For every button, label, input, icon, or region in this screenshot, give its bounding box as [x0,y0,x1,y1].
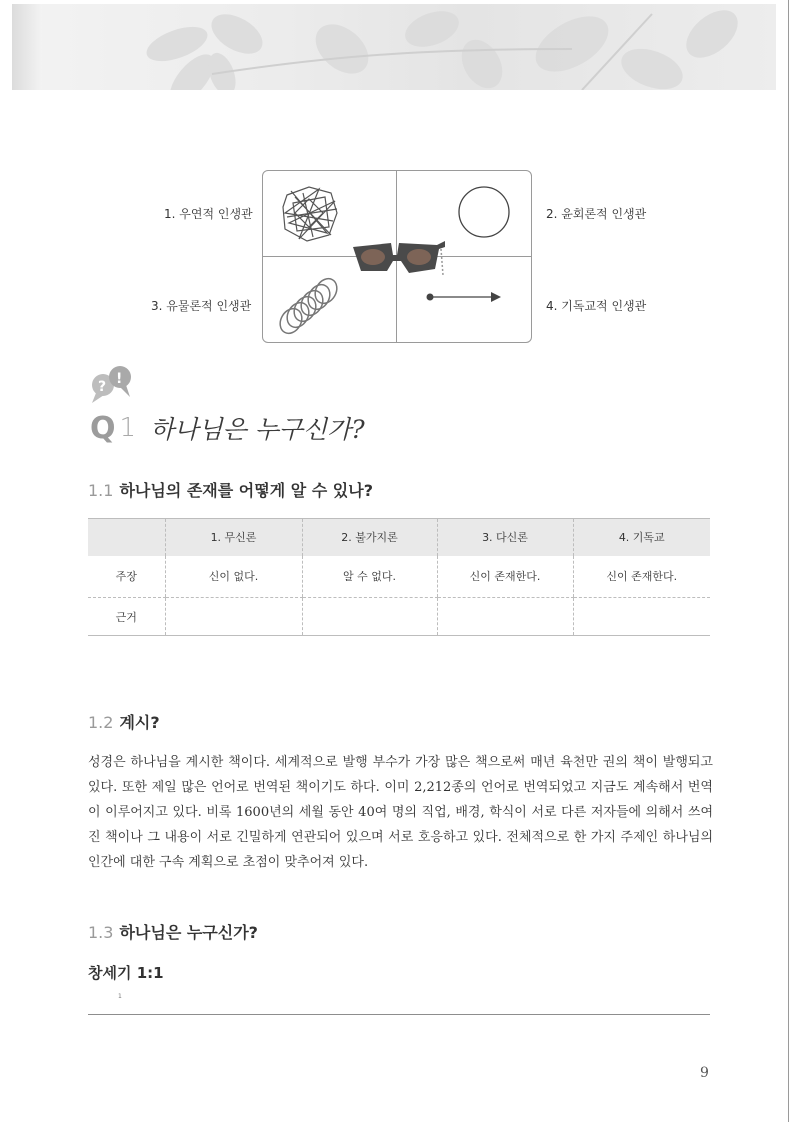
circle-icon [456,184,512,240]
table-cell: 신이 존재한다. [437,556,573,598]
row-label: 근거 [88,598,165,636]
diagram-label-4: 4. 기독교적 인생관 [546,299,647,313]
diagram-label-1: 1. 우연적 인생관 [164,207,253,221]
diagram-label-2: 2. 윤회론적 인생관 [546,207,647,221]
section-title: 계시? [119,713,160,732]
section-number: 1.3 [88,923,114,942]
table-cell: 신이 없다. [165,556,302,598]
table-header-cell: 3. 다신론 [437,519,573,556]
table-header-cell: 2. 불가지론 [302,519,437,556]
table-header-cell: 4. 기독교 [573,519,710,556]
section-heading-1-2 [88,710,160,733]
table-cell: 신이 존재한다. [573,556,710,598]
worldview-diagram [262,170,532,343]
section-number: 1.2 [88,713,114,732]
diagram-label-3: 3. 유물론적 인생관 [151,299,252,313]
floral-banner-icon [12,4,776,90]
question-number: 1 [119,413,137,443]
section-heading-1-1 [88,478,373,501]
table-cell-blank [437,598,573,636]
question-exclamation-bubble-icon [90,363,134,405]
verse-reference: 창세기 1:1 [88,964,164,982]
svg-text:!: ! [116,371,123,387]
spring-coil-icon [277,275,341,335]
page-edge [788,0,789,1122]
svg-text:?: ? [98,379,107,395]
table-header-cell: 1. 무신론 [165,519,302,556]
question-title: 하나님은 누구신가? [150,415,365,444]
table-cell-blank [573,598,710,636]
tangled-scribble-icon [279,183,341,243]
question-heading [90,410,365,446]
table-row [88,598,710,636]
arrow-line-icon [425,290,505,304]
question-badge: Q [90,410,116,446]
section-heading-1-3 [88,920,258,943]
sunglasses-icon [351,241,447,277]
answer-write-line[interactable] [88,1014,710,1015]
row-label: 주장 [88,556,165,598]
section-number: 1.1 [88,481,114,500]
page-number: 9 [700,1065,709,1081]
table-cell: 알 수 없다. [302,556,437,598]
worldview-comparison-table [88,518,710,636]
table-cell-blank [302,598,437,636]
section-title: 하나님의 존재를 어떻게 알 수 있나? [119,481,373,500]
header-banner [12,4,776,90]
table-row [88,556,710,598]
verse-number: 1 [118,993,122,1000]
revelation-paragraph: 성경은 하나님을 계시한 책이다. 세계적으로 발행 부수가 가장 많은 책으로써 매년 육천만 권의 책이 발행되고 있다. 또한 제일 많은 언어로 번역된 책이기도 하다. 이미 2,212종의 언어로 번역되었고 지금도 계속해서 번역이 이루어지고 있다. 비록 1600년의 세월 동안 40여 명의 직업, 배경, 학식이 서로 다른 저자들에 의해서 쓰여진 책이나 그 내용이 서로 긴밀하게 연관되어 있으며 서로 호응하고 있다. 전체적으로 한 가지 주제인 하나님의 인간에 대한 구속 계획으로 초점이 맞추어져 있다. [88,755,713,870]
table-header-cell [88,519,165,556]
table-header-row [88,519,710,556]
section-title: 하나님은 누구신가? [119,923,258,942]
table-cell-blank [165,598,302,636]
